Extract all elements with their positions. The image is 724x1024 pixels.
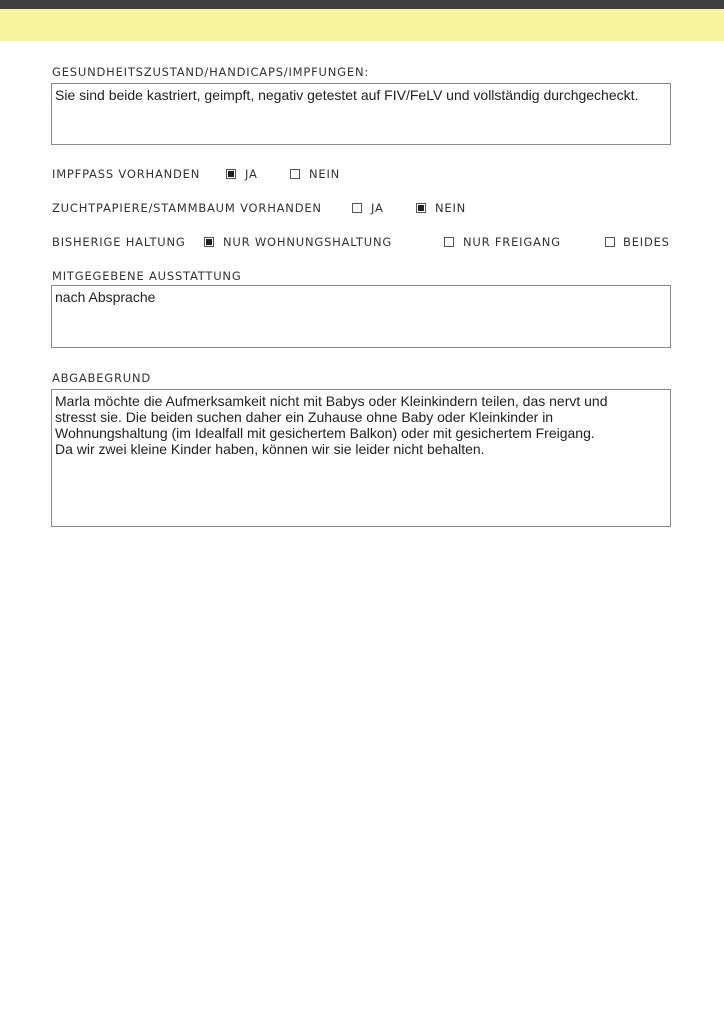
breeding-papers-no-label: NEIN xyxy=(435,201,467,215)
vaccination-pass-label: IMPFPASS VORHANDEN xyxy=(52,167,201,181)
keeping-both-checkbox[interactable] xyxy=(605,237,615,247)
health-label: GESUNDHEITSZUSTAND/HANDICAPS/IMPFUNGEN: xyxy=(52,65,370,79)
breeding-papers-yes-label: JA xyxy=(371,201,384,215)
keeping-outdoor-checkbox[interactable] xyxy=(444,237,454,247)
vaccination-pass-no-label: NEIN xyxy=(309,167,341,181)
keeping-both-label: BEIDES xyxy=(623,235,670,249)
breeding-papers-yes-checkbox[interactable] xyxy=(352,203,362,213)
reason-field[interactable]: Marla möchte die Aufmerksamkeit nicht mit Babys oder Kleinkindern teilen, das nervt und stresst sie. Die beiden suchen daher ein Zuhause ohne Baby oder Kleinkinder in Wohnungshaltung (im Idealfall mit gesichertem Balkon) oder mit gesichertem Freigang. Da wir zwei kleine Kinder haben, können wir sie leider nicht behalten. xyxy=(51,389,671,527)
keeping-indoor-checkbox[interactable] xyxy=(204,237,214,247)
health-field[interactable]: Sie sind beide kastriert, geimpft, negativ getestet auf FIV/FeLV und vollständig durchgecheckt. xyxy=(51,83,671,145)
equipment-label: MITGEGEBENE AUSSTATTUNG xyxy=(52,269,242,283)
reason-label: ABGABEGRUND xyxy=(52,371,152,385)
vaccination-pass-yes-label: JA xyxy=(245,167,258,181)
header-band xyxy=(0,9,724,41)
previous-keeping-label: BISHERIGE HALTUNG xyxy=(52,235,186,249)
vaccination-pass-no-checkbox[interactable] xyxy=(290,169,300,179)
vaccination-pass-yes-checkbox[interactable] xyxy=(226,169,236,179)
keeping-outdoor-label: NUR FREIGANG xyxy=(463,235,561,249)
top-bar xyxy=(0,0,724,9)
breeding-papers-label: ZUCHTPAPIERE/STAMMBAUM VORHANDEN xyxy=(52,201,322,215)
equipment-field[interactable]: nach Absprache xyxy=(51,285,671,348)
keeping-indoor-label: NUR WOHNUNGSHALTUNG xyxy=(223,235,393,249)
breeding-papers-no-checkbox[interactable] xyxy=(416,203,426,213)
